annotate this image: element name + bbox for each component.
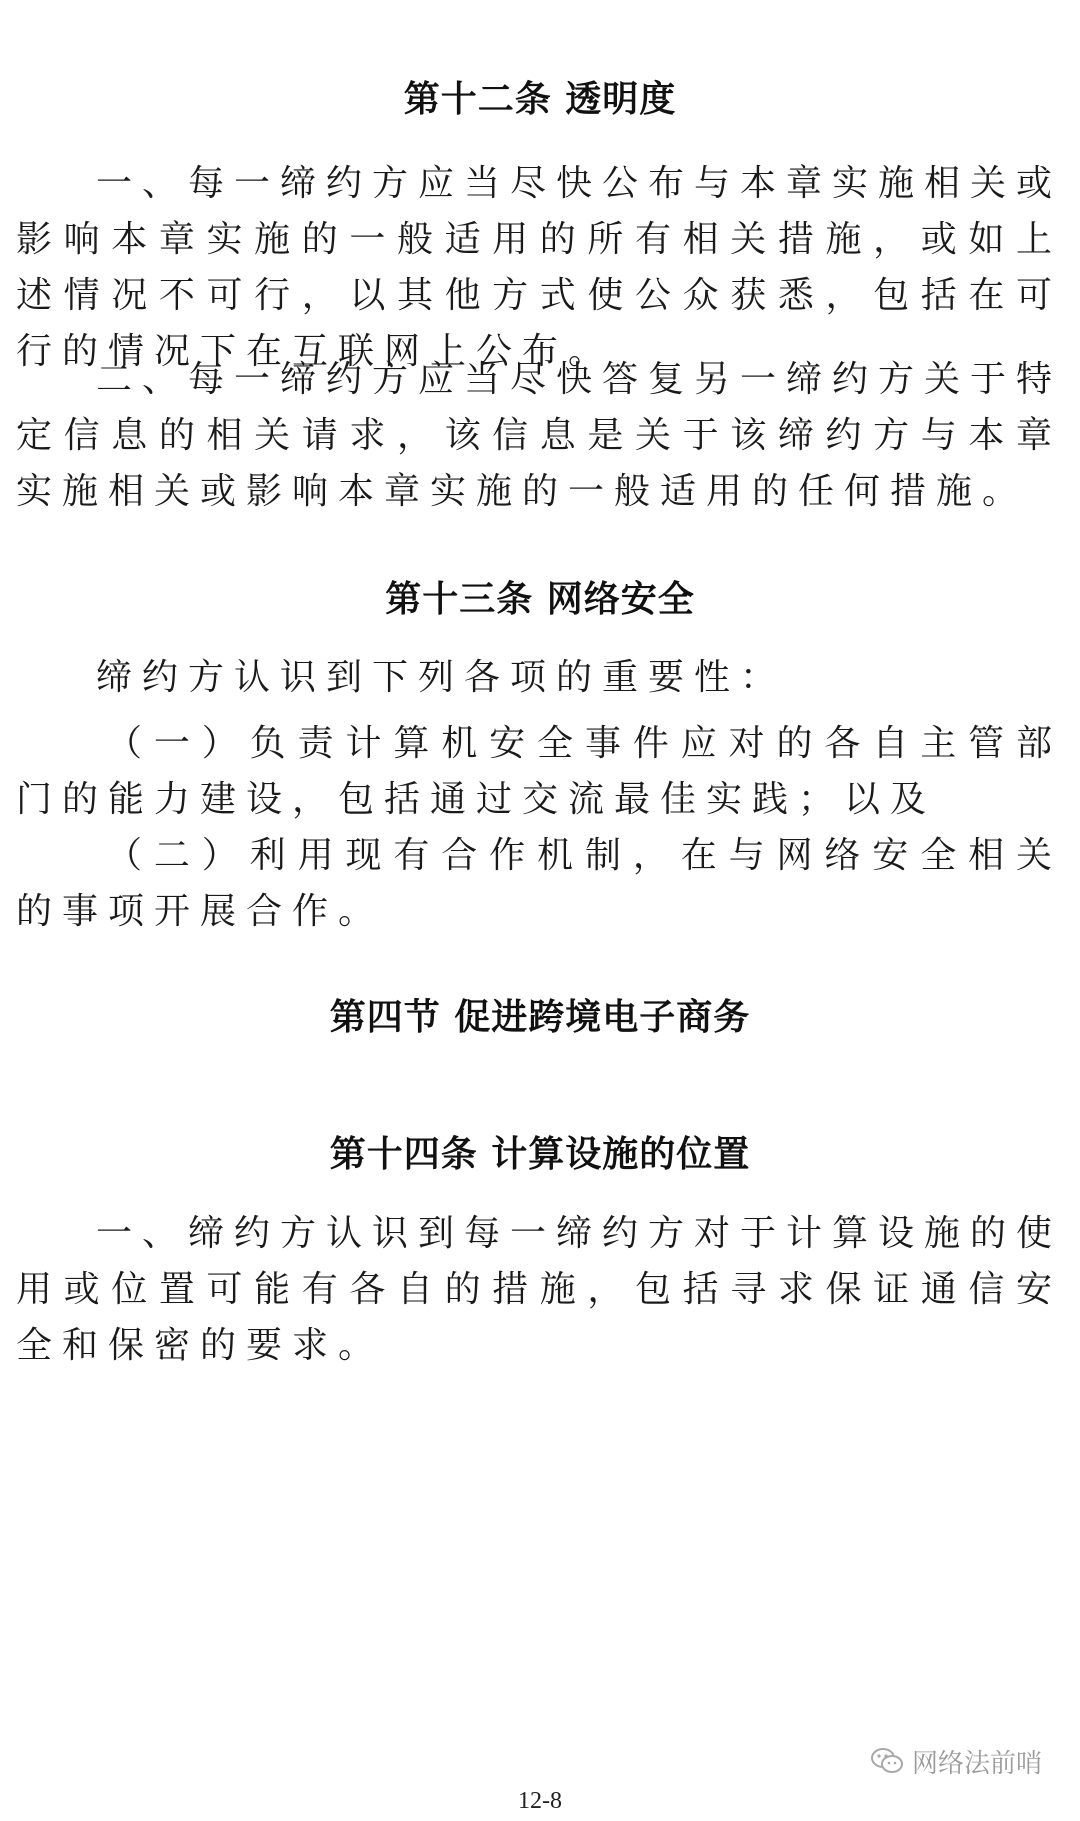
article-13-intro: 缔约方认识到下列各项的重要性： [96,657,787,698]
article-14-paragraph-1: 一、缔约方认识到每一缔约方对于计算设施的使用或位置可能有各自的措施，包括寻求保证通信安全和保密的要求。 [16,1213,1063,1366]
article-12-paragraph-2: 二、每一缔约方应当尽快答复另一缔约方关于特定信息的相关请求，该信息是关于该缔约方与本章实施相关或影响本章实施的一般适用的任何措施。 [16,359,1063,512]
wechat-icon [870,1746,904,1776]
page-number: 12-8 [518,1788,562,1814]
article-14-title: 第十四条 计算设施的位置 [329,1134,751,1175]
section-4-title: 第四节 促进跨境电子商务 [329,997,751,1038]
article-12-title: 第十二条 透明度 [403,79,677,120]
article-13-title: 第十三条 网络安全 [385,579,695,620]
article-12-paragraph-1: 一、每一缔约方应当尽快公布与本章实施相关或影响本章实施的一般适用的所有相关措施，或如上述情况不可行，以其他方式使公众获悉，包括在可行的情况下在互联网上公布。 [16,163,1063,372]
watermark-text: 网络法前哨 [912,1748,1043,1779]
account-watermark [870,1742,1042,1780]
article-13-item-1: （一）负责计算机安全事件应对的各自主管部门的能力建设，包括通过交流最佳实践；以及 [16,723,1062,820]
article-13-item-2: （二）利用现有合作机制，在与网络安全相关的事项开展合作。 [16,835,1062,932]
